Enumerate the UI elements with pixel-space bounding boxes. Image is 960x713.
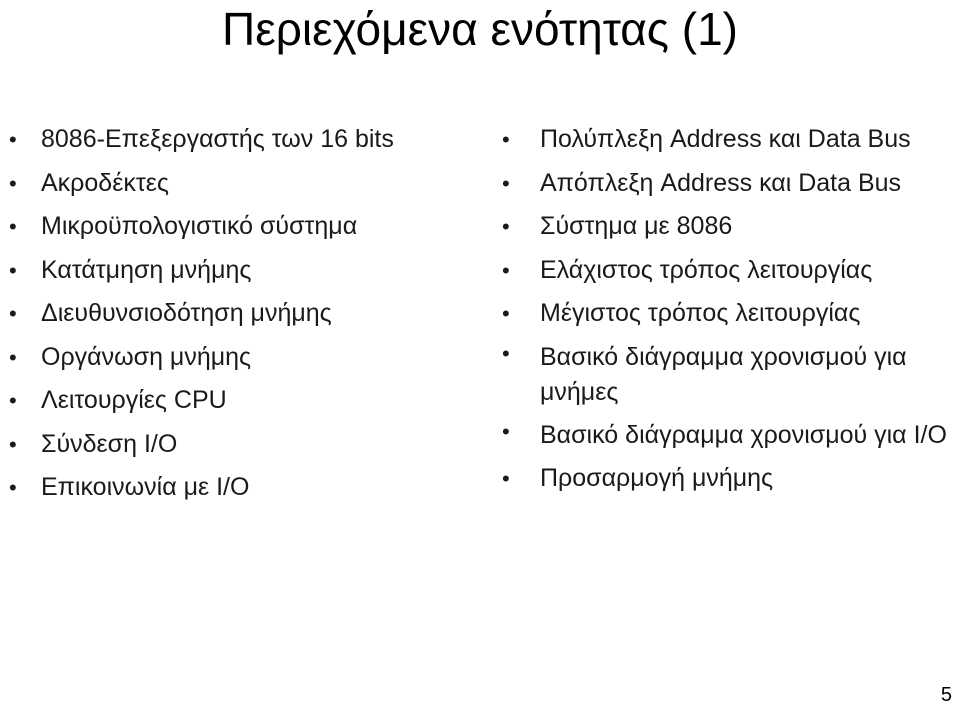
bullet-icon: • xyxy=(9,214,17,239)
list-item-label: Σύστημα με 8086 xyxy=(540,212,733,240)
list-item xyxy=(492,457,958,501)
list-item xyxy=(492,162,958,206)
list-item xyxy=(0,205,470,249)
list-item-label: Μικροϋπολογιστικό σύστημα xyxy=(41,212,358,240)
list-item xyxy=(0,118,470,162)
bullet-icon: • xyxy=(9,127,17,152)
list-item xyxy=(492,292,958,336)
list-item-label: Μέγιστος τρόπος λειτουργίας xyxy=(540,299,861,327)
list-item xyxy=(0,292,470,336)
bullet-icon: • xyxy=(502,214,510,239)
bullet-icon: • xyxy=(502,340,510,366)
list-item xyxy=(0,379,470,423)
list-item-label: Επικοινωνία με I/O xyxy=(41,473,250,501)
list-item-label: Κατάτμηση μνήμης xyxy=(41,255,252,284)
right-topic-list xyxy=(492,118,958,500)
bullet-icon: • xyxy=(9,431,17,457)
list-item-label: Διευθυνσιοδότηση μνήμης xyxy=(41,299,332,327)
bullet-icon: • xyxy=(502,465,510,491)
list-item xyxy=(0,336,470,380)
page-number: 5 xyxy=(940,684,952,706)
bullet-icon: • xyxy=(502,257,510,283)
bullet-icon: • xyxy=(9,257,17,283)
list-item xyxy=(0,423,470,467)
list-item-label: Σύνδεση I/O xyxy=(41,429,178,458)
list-item-label: Προσαρμογή μνήμης xyxy=(540,463,774,492)
list-item xyxy=(0,249,470,293)
bullet-icon: • xyxy=(9,170,17,196)
list-item xyxy=(0,466,470,510)
list-item-label: Ελάχιστος τρόπος λειτουργίας xyxy=(540,255,873,284)
list-item-label: Βασικό διάγραμμα χρονισμού για I/O xyxy=(540,420,947,449)
list-item xyxy=(492,249,958,293)
list-item xyxy=(0,162,470,206)
list-item-label: 8086-Επεξεργαστής των 16 bits xyxy=(41,125,394,153)
list-item xyxy=(492,336,958,414)
bullet-icon: • xyxy=(9,301,17,326)
left-topic-list xyxy=(0,118,470,510)
list-item-label: Ακροδέκτες xyxy=(41,168,169,197)
bullet-icon: • xyxy=(9,475,17,500)
list-item xyxy=(492,414,958,457)
list-item-label: Βασικό διάγραμμα χρονισμού για μνήμες xyxy=(540,342,907,406)
bullet-icon: • xyxy=(502,418,510,444)
list-item-label: Απόπλεξη Address και Data Bus xyxy=(540,168,902,197)
bullet-icon: • xyxy=(9,344,17,370)
bullet-icon: • xyxy=(9,388,17,413)
bullet-icon: • xyxy=(502,170,510,196)
bullet-icon: • xyxy=(502,301,510,326)
list-item-label: Οργάνωση μνήμης xyxy=(41,342,252,371)
page-title: Περιεχόμενα ενότητας (1) xyxy=(222,3,738,55)
list-item xyxy=(492,205,958,249)
list-item xyxy=(492,118,958,162)
list-item-label: Λειτουργίες CPU xyxy=(41,386,227,414)
list-item-label: Πολύπλεξη Address και Data Bus xyxy=(540,125,911,153)
bullet-icon: • xyxy=(502,127,510,152)
